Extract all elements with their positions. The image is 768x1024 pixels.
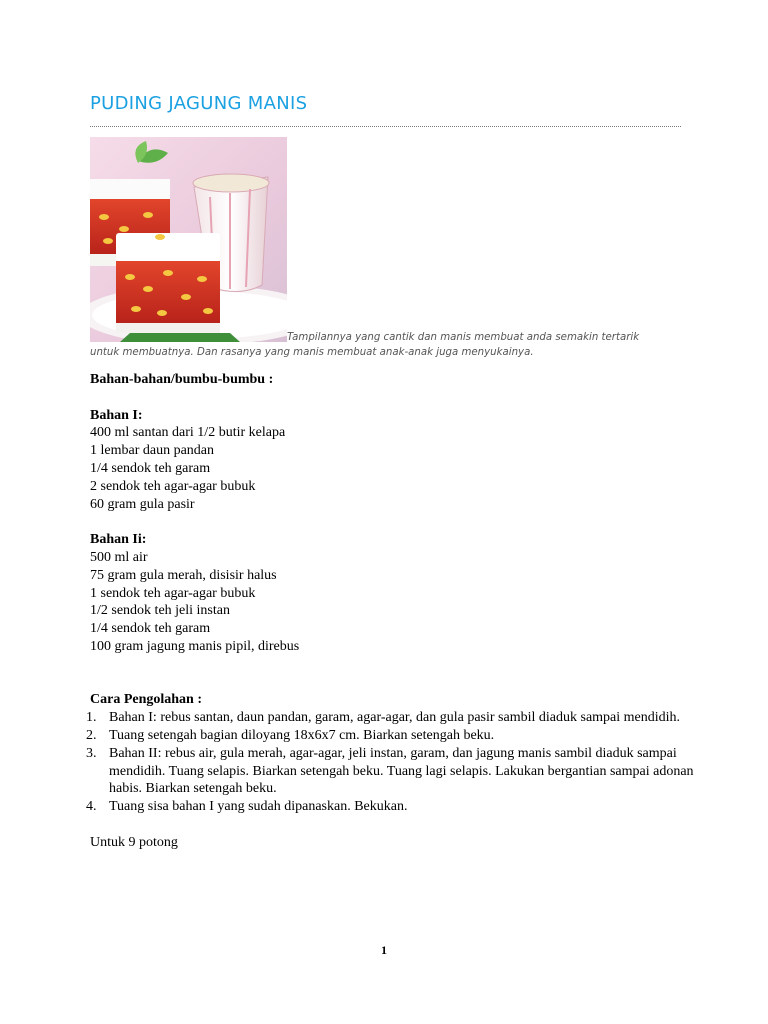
- step-text: Tuang sisa bahan I yang sudah dipanaskan. Bekukan.: [109, 799, 408, 815]
- page-number: 1: [381, 943, 387, 957]
- photo-caption: [90, 330, 690, 360]
- recipe-title: PUDING JAGUNG MANIS: [90, 93, 308, 114]
- title-divider: [90, 126, 681, 127]
- step-number: 1.: [86, 710, 97, 726]
- ingredient-item: 500 ml air: [90, 549, 148, 565]
- step-number: 4.: [86, 799, 97, 815]
- yield-text: Untuk 9 potong: [90, 834, 178, 850]
- ingredient-item: 1/4 sendok teh garam: [90, 621, 211, 637]
- ingredient-item: 1/2 sendok teh jeli instan: [90, 603, 230, 619]
- pudding-photo: [90, 137, 287, 342]
- ingredient-item: 1/4 sendok teh garam: [90, 460, 211, 476]
- step-number: 3.: [86, 745, 97, 761]
- method-step: [86, 709, 694, 727]
- step-text: Bahan I: rebus santan, daun pandan, garam, agar-agar, dan gula pasir sambil diaduk sampai mendidih.: [109, 710, 681, 726]
- ingredient-item: 60 gram gula pasir: [90, 496, 195, 512]
- method-step: [86, 798, 694, 816]
- ingredient-item: 1 lembar daun pandan: [90, 443, 215, 459]
- recipe-body: [86, 371, 694, 852]
- step-text: Tuang setengah bagian diloyang 18x6x7 cm. Biarkan setengah beku.: [109, 727, 495, 743]
- ingredient-item: 2 sendok teh agar-agar bubuk: [90, 478, 256, 494]
- pudding-illustration: [90, 137, 287, 342]
- bahan-1-heading: Bahan I:: [90, 407, 143, 423]
- caption-line-2: untuk membuatnya. Dan rasanya yang manis membuat anak-anak juga menyukainya.: [90, 347, 534, 358]
- ingredient-item: 400 ml santan dari 1/2 butir kelapa: [90, 425, 286, 441]
- ingredient-item: 100 gram jagung manis pipil, direbus: [90, 638, 300, 654]
- caption-line-1: Tampilannya yang cantik dan manis membuat anda semakin tertarik: [287, 332, 640, 343]
- method-steps: [86, 709, 694, 816]
- method-step: [86, 745, 694, 798]
- step-number: 2.: [86, 727, 97, 743]
- step-text: Bahan II: rebus air, gula merah, agar-agar, jeli instan, garam, dan jagung manis sambil diaduk sampai mendidih. Tuang selapis. Biarkan setengah beku. Tuang lagi selapis. Lakukan bergantian sampai adonan habis. Biarkan setengah beku.: [109, 745, 694, 797]
- ingredient-item: 75 gram gula merah, disisir halus: [90, 567, 277, 583]
- method-step: [86, 727, 694, 745]
- ingredients-heading: Bahan-bahan/bumbu-bumbu :: [90, 372, 274, 387]
- ingredient-item: 1 sendok teh agar-agar bubuk: [90, 585, 256, 601]
- bahan-2-heading: Bahan Ii:: [90, 532, 147, 548]
- method-heading: Cara Pengolahan :: [90, 692, 202, 708]
